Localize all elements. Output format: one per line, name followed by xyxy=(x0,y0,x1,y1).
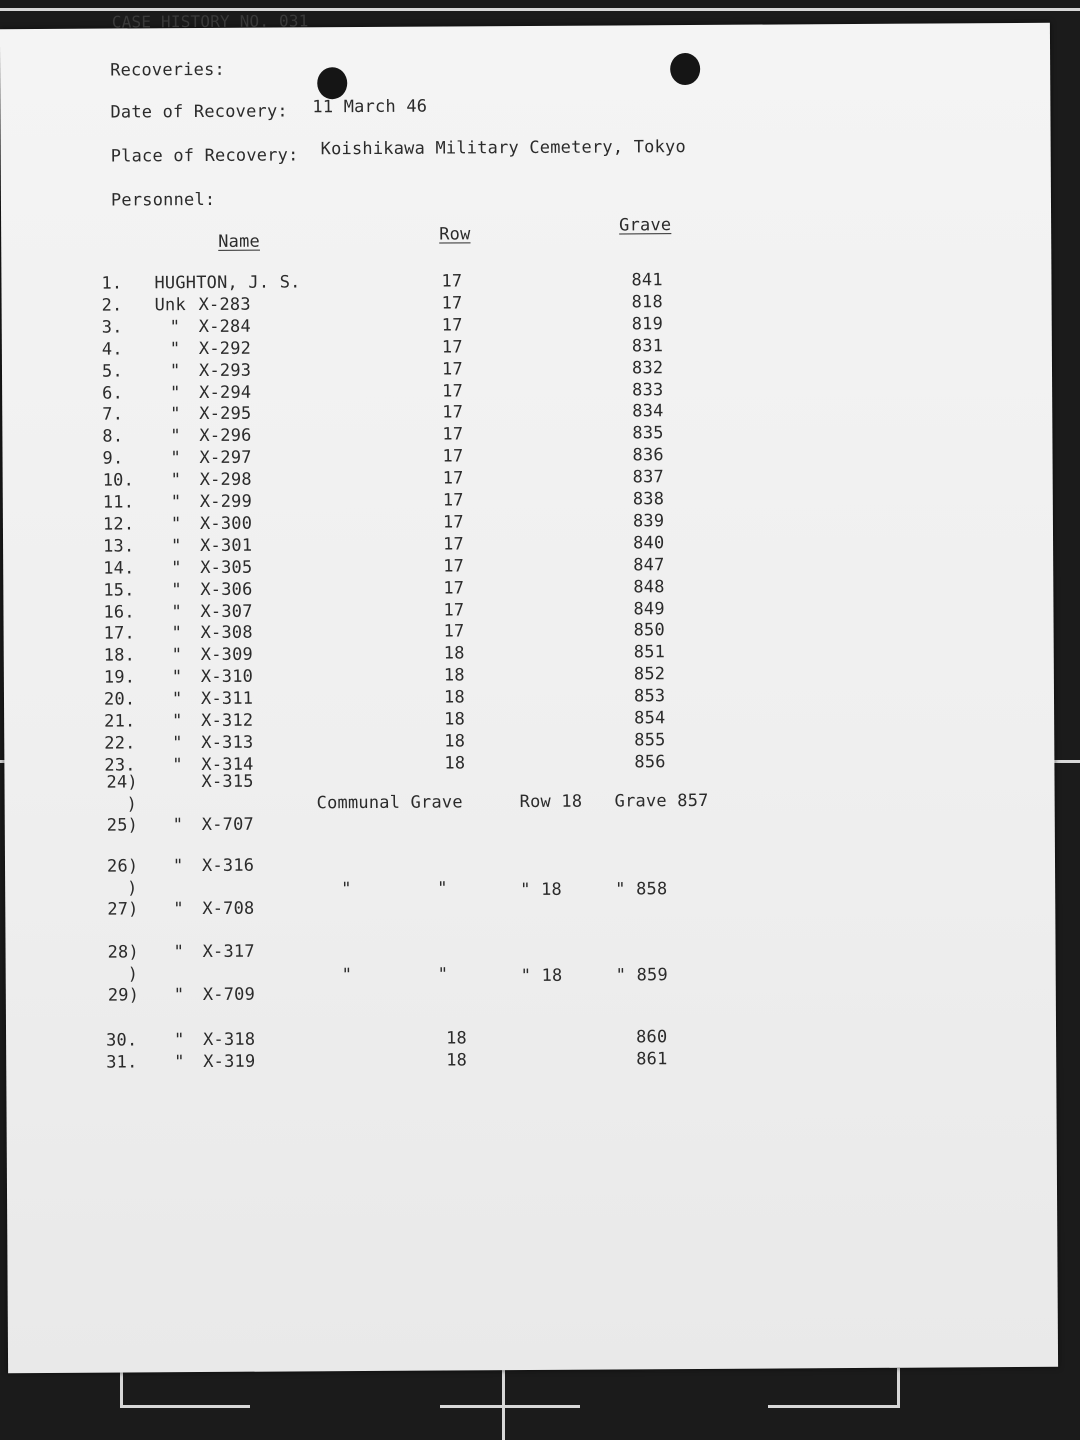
communal-row: Row 18 xyxy=(519,791,583,813)
entry-prefix: " xyxy=(171,667,183,688)
entry-grave: 850 xyxy=(633,620,665,641)
entry-name: X-319 xyxy=(203,1051,256,1072)
entry-prefix: " xyxy=(172,856,184,877)
entry-grave: 854 xyxy=(634,708,666,729)
entry-row: 18 xyxy=(443,643,465,664)
entry-grave: 849 xyxy=(633,599,665,620)
entry-row: 17 xyxy=(441,337,463,358)
entry-grave: 839 xyxy=(632,511,665,532)
entry-number: 5. xyxy=(101,361,123,382)
entry-name: X-318 xyxy=(203,1029,256,1050)
entry-prefix: " xyxy=(170,470,182,491)
entry-number: 13. xyxy=(103,536,135,557)
entry-grave: 841 xyxy=(631,270,663,291)
bg-grid-line xyxy=(120,1405,250,1408)
entry-grave: 836 xyxy=(632,445,664,466)
communal-row: " 18 xyxy=(520,879,562,901)
entry-grave: 848 xyxy=(633,577,665,598)
entry-prefix: " xyxy=(171,602,182,623)
bracket-mark: ) xyxy=(127,878,138,899)
entry-grave: 835 xyxy=(632,423,664,444)
entry-name: X-295 xyxy=(199,403,252,425)
entry-number: 15. xyxy=(103,580,135,601)
entry-prefix: " xyxy=(170,492,182,513)
entry-name: X-297 xyxy=(199,447,252,469)
bg-grid-line xyxy=(502,1368,505,1440)
entry-name: X-317 xyxy=(202,941,255,962)
entry-name: X-299 xyxy=(199,491,253,513)
entry-number: 11. xyxy=(102,492,135,513)
date-label: Date of Recovery: xyxy=(110,101,288,123)
entry-row: 17 xyxy=(442,468,464,489)
entry-row: 17 xyxy=(443,578,465,599)
personnel-label: Personnel: xyxy=(110,189,216,211)
entry-name: X-707 xyxy=(201,814,255,836)
entry-grave: 853 xyxy=(633,686,666,707)
entry-name: X-311 xyxy=(200,688,254,710)
entry-grave: 847 xyxy=(633,555,665,576)
entry-number: 14. xyxy=(103,558,135,579)
entry-prefix: " xyxy=(173,942,185,963)
entry-grave: 832 xyxy=(631,358,664,379)
bg-grid-line xyxy=(768,1405,898,1408)
entry-number: 18. xyxy=(103,645,136,666)
entry-name: X-292 xyxy=(198,338,252,360)
entry-row: 17 xyxy=(441,271,463,292)
entry-number: 28) xyxy=(107,942,139,963)
communal-grave-number: " 859 xyxy=(615,965,668,986)
recoveries-label: Recoveries: xyxy=(110,59,226,81)
entry-number: 29) xyxy=(107,985,140,1006)
entry-grave: 856 xyxy=(634,752,666,773)
entry-grave: 852 xyxy=(633,664,666,685)
entry-name: X-314 xyxy=(201,754,254,776)
entry-name: X-293 xyxy=(198,360,252,382)
entry-grave: 819 xyxy=(631,314,664,335)
entry-prefix: " xyxy=(171,558,182,579)
entry-number: 21. xyxy=(104,711,136,732)
date-value: 11 March 46 xyxy=(312,96,428,118)
entry-prefix: " xyxy=(169,339,181,360)
entry-number: 3. xyxy=(101,317,123,338)
entry-number: 24) xyxy=(106,772,138,793)
entry-prefix: " xyxy=(169,317,181,338)
entry-grave: 851 xyxy=(633,642,666,663)
entry-number: 4. xyxy=(101,339,123,360)
entry-prefix: " xyxy=(172,733,183,754)
entry-name: X-315 xyxy=(201,771,254,793)
punch-hole-right xyxy=(670,53,700,85)
entry-number: 16. xyxy=(103,602,135,623)
column-header-grave: Grave xyxy=(619,215,672,236)
entry-name: X-309 xyxy=(200,644,253,666)
entry-number: 22. xyxy=(104,733,136,754)
entry-row: 18 xyxy=(443,687,465,708)
entry-row: 17 xyxy=(443,556,465,577)
entry-row: 18 xyxy=(444,731,466,752)
column-header-name: Name xyxy=(218,231,261,252)
entry-row: 17 xyxy=(443,600,465,621)
entry-grave: 818 xyxy=(631,292,663,313)
entry-row: 17 xyxy=(442,446,464,467)
entry-prefix: " xyxy=(171,623,183,644)
bracket-mark: ) xyxy=(127,964,139,985)
entry-name: X-316 xyxy=(201,855,255,877)
entry-name: X-708 xyxy=(202,898,255,919)
entry-name: X-301 xyxy=(200,535,253,557)
entry-prefix: Unk xyxy=(154,295,186,316)
entry-name: X-296 xyxy=(199,425,252,447)
entry-name: X-312 xyxy=(201,710,254,732)
entry-row: 18 xyxy=(444,753,466,774)
communal-grave-label: Communal Grave xyxy=(316,792,463,814)
entry-number: 20. xyxy=(103,689,136,710)
entry-number: 26) xyxy=(106,856,139,877)
entry-row: 17 xyxy=(442,381,464,402)
entry-number: 7. xyxy=(102,404,124,425)
entry-prefix: " xyxy=(169,361,181,382)
entry-prefix: " xyxy=(173,985,185,1006)
entry-prefix: " xyxy=(171,645,183,666)
entry-number: 19. xyxy=(103,667,136,688)
entry-number: 10. xyxy=(102,470,135,491)
bg-grid-line xyxy=(120,1368,123,1408)
entry-number: 12. xyxy=(102,514,135,535)
place-value: Koishikawa Military Cemetery, Tokyo xyxy=(320,137,686,160)
entry-prefix: " xyxy=(170,514,182,535)
entry-row: 17 xyxy=(442,424,464,445)
entry-prefix: " xyxy=(170,426,181,447)
ditto-mark: " xyxy=(437,878,448,899)
entry-number: 30. xyxy=(106,1030,138,1051)
entry-name: X-300 xyxy=(199,513,253,535)
entry-grave: 838 xyxy=(632,489,665,510)
communal-row: " 18 xyxy=(520,965,563,987)
entry-grave: 833 xyxy=(632,380,664,401)
ditto-mark: " xyxy=(437,964,449,985)
entry-name: X-308 xyxy=(200,622,253,644)
column-header-row: Row xyxy=(439,224,471,245)
entry-grave: 855 xyxy=(634,730,666,751)
bg-grid-line xyxy=(0,8,1080,11)
entry-grave: 861 xyxy=(636,1049,668,1070)
place-label: Place of Recovery: xyxy=(110,145,299,167)
entry-number: 25) xyxy=(106,815,139,836)
entry-grave: 840 xyxy=(632,533,665,554)
entry-grave: 834 xyxy=(632,401,664,422)
entry-row: 18 xyxy=(444,709,466,730)
entry-row: 18 xyxy=(446,1028,468,1049)
communal-grave-number: Grave 857 xyxy=(614,790,709,812)
document-sheet xyxy=(0,11,1058,1373)
entry-name: X-305 xyxy=(200,557,253,579)
communal-grave-number: " 858 xyxy=(615,879,668,900)
entry-row: 17 xyxy=(442,512,464,533)
entry-prefix: " xyxy=(172,755,183,776)
entry-prefix: " xyxy=(171,580,182,601)
entry-prefix: " xyxy=(174,1030,185,1051)
entry-number: 27) xyxy=(107,899,139,920)
entry-row: 17 xyxy=(442,490,464,511)
entry-name: X-709 xyxy=(202,984,256,1005)
entry-name: HUGHTON, J. S. xyxy=(154,272,301,294)
bg-grid-line xyxy=(897,1368,900,1408)
communal-grave-label: " xyxy=(341,879,352,900)
entry-name: X-306 xyxy=(200,579,253,601)
entry-number: 17. xyxy=(103,623,135,644)
entry-grave: 831 xyxy=(631,336,664,357)
entry-name: X-284 xyxy=(198,316,251,338)
entry-row: 18 xyxy=(443,665,465,686)
entry-grave: 837 xyxy=(632,467,665,488)
punch-hole-left xyxy=(317,67,347,99)
entry-row: 17 xyxy=(442,534,464,555)
entry-name: X-307 xyxy=(200,601,253,623)
cut-off-header: CASE HISTORY NO. 031 xyxy=(111,11,309,32)
communal-grave-label: " xyxy=(341,965,353,986)
entry-number: 1. xyxy=(101,273,123,294)
entry-name: X-294 xyxy=(199,382,252,404)
entry-row: 17 xyxy=(441,315,463,336)
entry-prefix: " xyxy=(174,1052,185,1073)
entry-prefix: " xyxy=(171,536,182,557)
entry-row: 17 xyxy=(441,293,463,314)
entry-prefix: " xyxy=(170,383,181,404)
entry-prefix: " xyxy=(170,404,181,425)
entry-row: 17 xyxy=(441,359,463,380)
entry-number: 9. xyxy=(102,448,124,469)
bg-grid-line xyxy=(440,1405,580,1408)
entry-number: 6. xyxy=(102,383,124,404)
entry-number: 31. xyxy=(106,1052,138,1073)
entry-prefix: " xyxy=(171,689,183,710)
entry-prefix: " xyxy=(172,815,184,836)
entry-grave: 860 xyxy=(636,1027,668,1048)
entry-row: 18 xyxy=(446,1050,468,1071)
entry-name: X-313 xyxy=(201,732,254,754)
entry-prefix: " xyxy=(172,711,183,732)
entry-number: 2. xyxy=(101,295,123,316)
bracket-mark: ) xyxy=(126,794,138,815)
entry-prefix: " xyxy=(170,448,182,469)
entry-number: 23. xyxy=(104,755,136,776)
entry-name: X-310 xyxy=(200,666,254,688)
entry-name: X-298 xyxy=(199,469,252,491)
entry-prefix: " xyxy=(173,899,184,920)
entry-row: 17 xyxy=(443,621,465,642)
entry-name: X-283 xyxy=(198,294,251,316)
entry-row: 17 xyxy=(442,402,464,423)
entry-number: 8. xyxy=(102,426,124,447)
